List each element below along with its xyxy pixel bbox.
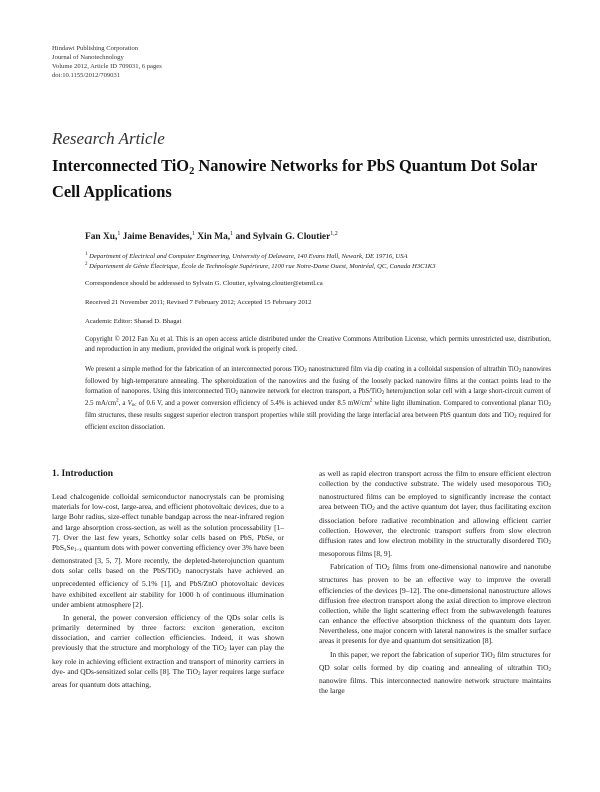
paragraph: In general, the power conversion efficiency of the QDs solar cells is primarily determined by three factors: exciton generation, exciton dissociation, and carrier collection efficiencies. Indeed, it was shown previously that the structure and morphology of the TiO2 layer can play the key role in achieving efficient extraction and transport of minority carriers in dye- and QDs-sensitized solar cells [8]. The TiO2 layer requires large surface areas for quantum dots attaching,	[52, 612, 284, 689]
author-list	[85, 232, 338, 242]
affiliation-mark: 1	[85, 251, 88, 257]
affiliations	[85, 252, 436, 272]
academic-editor: Academic Editor: Sharad D. Bhagat	[85, 318, 182, 325]
abstract: We present a simple method for the fabrication of an interconnected porous TiO2 nanostructured film via dip coating in a colloidal suspension of ultrathin TiO2 nanowires followed by high-temperature annealing. The spheroidization of the nanowires and the fusing of the loosely packed nanowire films at the contact points lead to the formation of nanopores. Using this interconnected TiO2 nanowire network for electron transport, a PbS/TiO2 heterojunction solar cell with a large short-circuit current of 2.5 $mA/cm^2$, a Voc of 0.6 V, and a power conversion efficiency of 5.4% is achieved under 8.5 $mW/cm^2$ white light illumination. Compared to conventional planar TiO2 film structures, these results suggest superior electron transport properties while still providing the large interfacial area between PbS quantum dots and TiO2 required for efficient exciton dissociation.	[85, 366, 551, 431]
publication-info	[52, 44, 162, 80]
title-text: Interconnected TiO	[52, 156, 190, 175]
affiliation	[85, 252, 436, 262]
title-subscript: 2	[189, 166, 195, 177]
author-affil-mark: 1	[117, 230, 121, 237]
copyright-notice: Copyright © 2012 Fan Xu et al. This is an open access article distributed under the Creative Commons Attribution License, which permits unrestricted use, distribution, and reproduction in any medium, provided the original work is properly cited.	[85, 336, 551, 353]
author-affil-mark: 1	[230, 230, 234, 237]
title-text-2: Nanowire Networks for PbS Quantum Dot Solar Cell Applications	[52, 156, 538, 201]
journal-name: Journal of Nanotechnology	[52, 54, 124, 62]
author-affil-mark: 1,2	[330, 230, 338, 237]
paragraph: In this paper, we report the fabrication of superior TiO2 film structures for QD solar cells formed by dip coating and annealing of ultrathin TiO2 nanowire films. This interconnected nanowire network structure maintains the large	[319, 649, 551, 695]
author-name: Jaime Benavides,	[122, 232, 192, 242]
author-name: and Sylvain G. Cloutier	[235, 232, 331, 242]
section-heading: 1. Introduction	[52, 469, 114, 479]
paragraph: as well as rapid electron transport across the film to ensure efficient electron collection by the conductive substrate. The widely used mesoporous TiO2 nanostructured films can be employed to significantly increase the contact area between TiO2 and the active quantum dot layer, thus facilitating exciton dissociation before radiative recombination and allowing efficient carrier collection. However, the electronic transport suffers from slow electron diffusion rates and low electron mobility in the structurally disordered TiO2 mesoporous films [8, 9].	[319, 469, 551, 559]
article-dates: Received 21 November 2011; Revised 7 February 2012; Accepted 15 February 2012	[85, 299, 312, 306]
author-name: Fan Xu,	[85, 232, 118, 242]
affiliation	[85, 262, 436, 272]
doi: doi:10.1155/2012/709031	[52, 72, 121, 80]
publisher: Hindawi Publishing Corporation	[52, 45, 139, 52]
author-affil-mark: 1	[191, 230, 195, 237]
author-name: Xin Ma,	[197, 232, 231, 242]
body-column-left	[52, 469, 284, 690]
affiliation-text: Département de Génie Électrique, École de Technologie Supérieure, 1100 rue Notre-Dame Ouest, Montréal, QC, Canada H3C1K3	[89, 263, 436, 270]
paragraph: Fabrication of TiO2 films from one-dimensional nanowire and nanotube structures has proven to be an effective way to improve the overall efficiencies of the devices [9–12]. The one-dimensional nanostructure allows diffusion free electron transport along the axial direction to improve electron collection, while the light scattering effect from the subwavelength features can enhance the effective absorption thickness of the quantum dots layer. Nevertheless, one major concern with lateral nanowires is the smaller surface areas it presents for dye and quantum dot sensitization [8].	[319, 562, 551, 646]
paragraph: Lead chalcogenide colloidal semiconductor nanocrystals can be promising materials for low-cost, large-area, and efficient photovoltaic devices, due to a large Bohr radius, size-effect tunable bandgap across the near-infrared region and large absorption cross-section, as well as the solution processability [1–7]. Over the last few years, Schottky solar cells based on PbS, PbSe, or PbSxSe1−x quantum dots with power converting efficiency over 3% have been demonstrated [3, 5, 7]. More recently, the depleted-heterojunction quantum dots solar cells based on the PbS/TiO2 nanocrystals have achieved an unprecedented efficiency of 5.1% [1], and PbS/ZnO photovoltaic devices have exhibited excellent air stability for 1000 h of continuous illumination under ambient atmosphere [2].	[52, 492, 284, 609]
article-type: Research Article	[52, 129, 165, 148]
volume-info: Volume 2012, Article ID 709031, 6 pages	[52, 63, 162, 71]
affiliation-mark: 2	[85, 261, 88, 267]
paper-title	[52, 156, 552, 202]
affiliation-text: Department of Electrical and Computer Engineering, University of Delaware, 140 Evans Hall, Newark, DE 19716, USA	[89, 253, 408, 260]
correspondence: Correspondence should be addressed to Sylvain G. Cloutier, sylvaing.cloutier@etsmtl.ca	[85, 280, 323, 287]
body-column-right	[319, 469, 551, 696]
